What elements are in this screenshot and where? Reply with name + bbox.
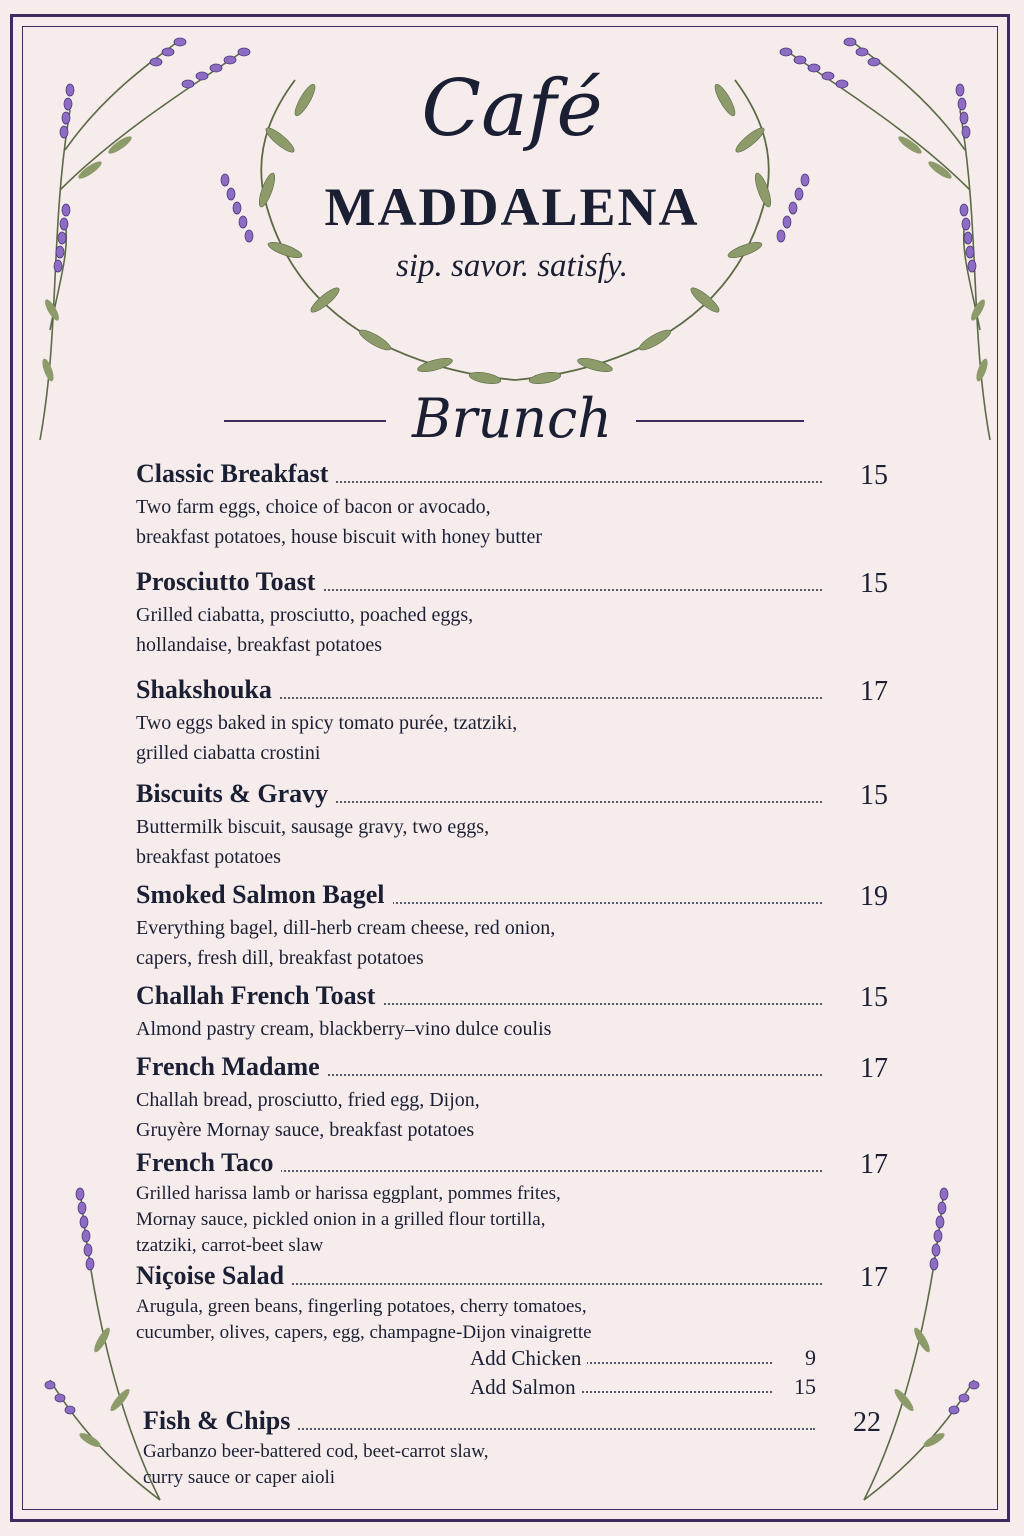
item-name: Niçoise Salad [136, 1260, 292, 1292]
item-price: 15 [860, 780, 888, 811]
addon-name: Add Chicken [470, 1344, 587, 1372]
item-price: 17 [860, 676, 888, 707]
menu-item [136, 980, 896, 1044]
menu-addon [470, 1344, 816, 1374]
item-description-line: Everything bagel, dill-herb cream cheese, red onion, [136, 917, 556, 939]
item-description-line: hollandaise, breakfast potatoes [136, 634, 383, 656]
item-description-line: Arugula, green beans, fingerling potatoes, cherry tomatoes, [136, 1296, 587, 1317]
item-description-line: grilled ciabatta crostini [136, 742, 321, 764]
item-description-line: Two eggs baked in spicy tomato purée, tzatziki, [136, 712, 518, 734]
item-description-line: cucumber, olives, capers, egg, champagne-Dijon vinaigrette [136, 1322, 592, 1343]
item-name: Fish & Chips [143, 1405, 298, 1437]
item-price: 17 [860, 1053, 888, 1084]
menu-addon [470, 1373, 816, 1403]
item-description-line: Grilled harissa lamb or harissa eggplant, pommes frites, [136, 1183, 561, 1204]
item-price: 19 [860, 881, 888, 912]
menu-item [136, 458, 896, 552]
item-price: 15 [860, 568, 888, 599]
item-description-line: Almond pastry cream, blackberry–vino dulce coulis [136, 1018, 552, 1040]
item-name: Prosciutto Toast [136, 566, 323, 598]
menu-item [136, 879, 896, 973]
item-name: French Madame [136, 1051, 328, 1083]
menu-item [136, 778, 896, 872]
menu-item [136, 674, 896, 768]
item-description-line: Grilled ciabatta, prosciutto, poached eggs, [136, 604, 474, 626]
item-name: French Taco [136, 1147, 281, 1179]
item-description-line: Buttermilk biscuit, sausage gravy, two eggs, [136, 816, 490, 838]
item-name: Smoked Salmon Bagel [136, 879, 393, 911]
item-price: 15 [860, 982, 888, 1013]
tagline: sip. savor. satisfy. [396, 248, 628, 284]
menu-item [136, 1260, 896, 1346]
item-description-line: curry sauce or caper aioli [143, 1467, 336, 1488]
item-price: 17 [860, 1262, 888, 1293]
item-price: 22 [853, 1407, 881, 1438]
item-description-line: capers, fresh dill, breakfast potatoes [136, 947, 424, 969]
item-price: 15 [860, 460, 888, 491]
item-description-line: Two farm eggs, choice of bacon or avocado, [136, 496, 491, 518]
addon-price: 15 [794, 1374, 816, 1399]
item-name: Classic Breakfast [136, 458, 336, 490]
cafe-title-name: MADDALENA [324, 177, 700, 237]
item-description-line: Challah bread, prosciutto, fried egg, Dijon, [136, 1089, 480, 1111]
item-description-line: Mornay sauce, pickled onion in a grilled flour tortilla, [136, 1209, 546, 1230]
item-description-line: Garbanzo beer-battered cod, beet-carrot slaw, [143, 1441, 489, 1462]
menu-item [136, 566, 896, 660]
section-title: Brunch [411, 387, 613, 450]
item-description-line: breakfast potatoes [136, 846, 281, 868]
addon-price: 9 [805, 1345, 816, 1370]
menu-item [136, 1147, 896, 1259]
addon-name: Add Salmon [470, 1373, 582, 1401]
item-name: Biscuits & Gravy [136, 778, 336, 810]
cafe-title-script: Café [421, 64, 603, 154]
item-price: 17 [860, 1149, 888, 1180]
item-description-line: breakfast potatoes, house biscuit with honey butter [136, 526, 543, 548]
item-description-line: Gruyère Mornay sauce, breakfast potatoes [136, 1119, 475, 1141]
item-name: Challah French Toast [136, 980, 383, 1012]
item-name: Shakshouka [136, 674, 280, 706]
menu-item [143, 1405, 889, 1491]
menu-item [136, 1051, 896, 1145]
item-description-line: tzatziki, carrot-beet slaw [136, 1235, 324, 1256]
